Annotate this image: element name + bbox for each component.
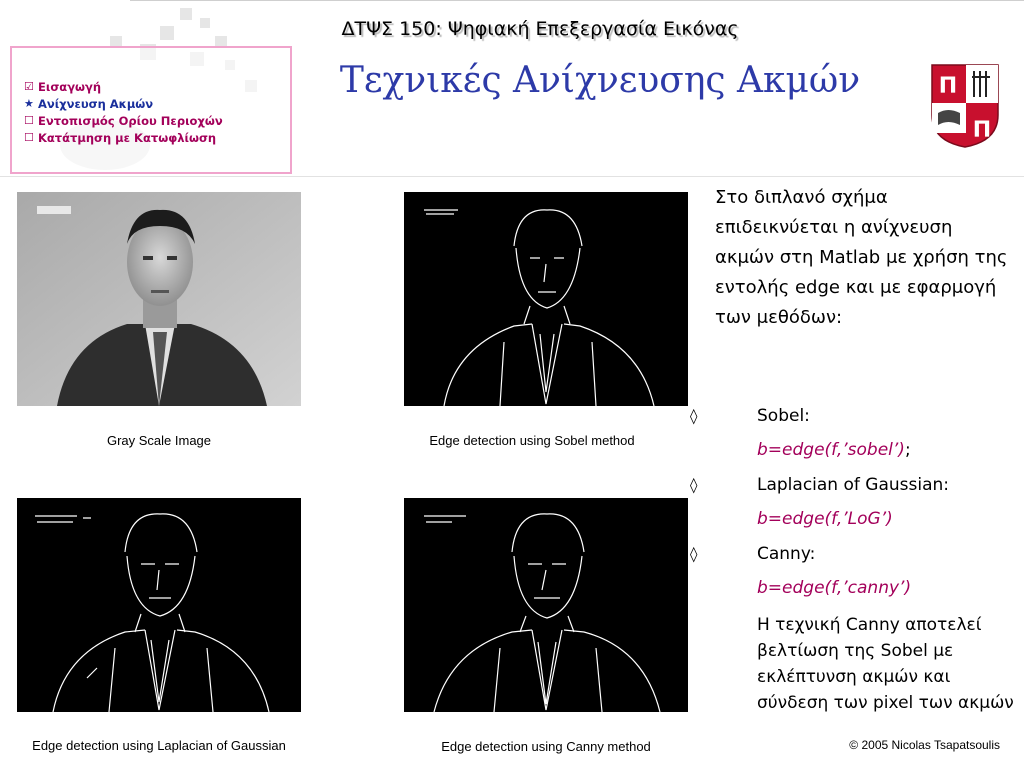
header-top-rule: [130, 0, 1024, 1]
intro-paragraph: Στο διπλανό σχήμα επιδεικνύεται η ανίχνευση ακμών στη Matlab με χρήση της εντολής edge και με εφαρμογή των μεθόδων:: [715, 187, 1008, 328]
nav-item-label: Εισαγωγή: [38, 79, 102, 94]
section-list: [24, 78, 223, 146]
caption-grayscale: Gray Scale Image: [106, 433, 212, 448]
log-edge-image: [17, 498, 301, 712]
nav-item-label: Κατάτμηση με Κατωφλίωση: [38, 130, 217, 145]
code-text: b=edge(f,’canny’): [757, 578, 912, 598]
canny-edge-image: [404, 498, 688, 712]
nav-item-region-boundary[interactable]: [24, 112, 223, 129]
caption-canny: Edge detection using Canny method: [441, 739, 651, 754]
code-text: b=edge(f,’sobel’): [757, 440, 905, 460]
unchecked-box-icon: ☐: [24, 114, 34, 127]
star-icon: ★: [24, 97, 34, 110]
nav-item-introduction[interactable]: [24, 78, 223, 95]
checked-box-icon: ☑: [24, 80, 34, 93]
section-navigation: [10, 46, 292, 174]
method-name: Canny:: [757, 544, 816, 564]
sobel-edge-image: [404, 192, 688, 406]
method-name: Laplacian of Gaussian:: [757, 475, 949, 495]
code-text: b=edge(f,’LoG’): [757, 509, 893, 529]
diamond-bullet-icon: ◊: [690, 407, 698, 425]
university-crest-icon: [930, 63, 1000, 149]
code-suffix: ;: [904, 440, 911, 460]
code-sobel: [757, 440, 911, 460]
course-title: ΔΤΨΣ 150: Ψηφιακή Επεξεργασία Εικόνας: [341, 18, 739, 40]
method-name: Sobel:: [757, 406, 810, 426]
copyright-notice: © 2005 Nicolas Tsapatsoulis: [849, 738, 1000, 752]
code-log: [757, 509, 893, 529]
grayscale-image: [17, 192, 301, 406]
unchecked-box-icon: ☐: [24, 131, 34, 144]
nav-item-label: Εντοπισμός Ορίου Περιοχών: [38, 113, 223, 128]
caption-sobel: Edge detection using Sobel method: [429, 433, 635, 448]
nav-item-threshold-segmentation[interactable]: [24, 129, 223, 146]
diamond-bullet-icon: ◊: [690, 545, 698, 563]
caption-log: Edge detection using Laplacian of Gaussian: [32, 738, 286, 753]
nav-item-edge-detection[interactable]: [24, 95, 223, 112]
slide-title: Τεχνικές Ανίχνευσης Ακμών: [339, 60, 861, 101]
logo-letter-bottom: Π: [972, 118, 992, 143]
code-canny: [757, 578, 911, 598]
header-bottom-rule: [0, 176, 1024, 177]
nav-item-label: Ανίχνευση Ακμών: [38, 96, 154, 111]
logo-letter-top: Π: [938, 74, 958, 99]
canny-note: Η τεχνική Canny αποτελεί βελτίωση της Sobel με εκλέπτυνση ακμών και σύνδεση των pixel των ακμών: [757, 615, 1014, 713]
diamond-bullet-icon: ◊: [690, 476, 698, 494]
